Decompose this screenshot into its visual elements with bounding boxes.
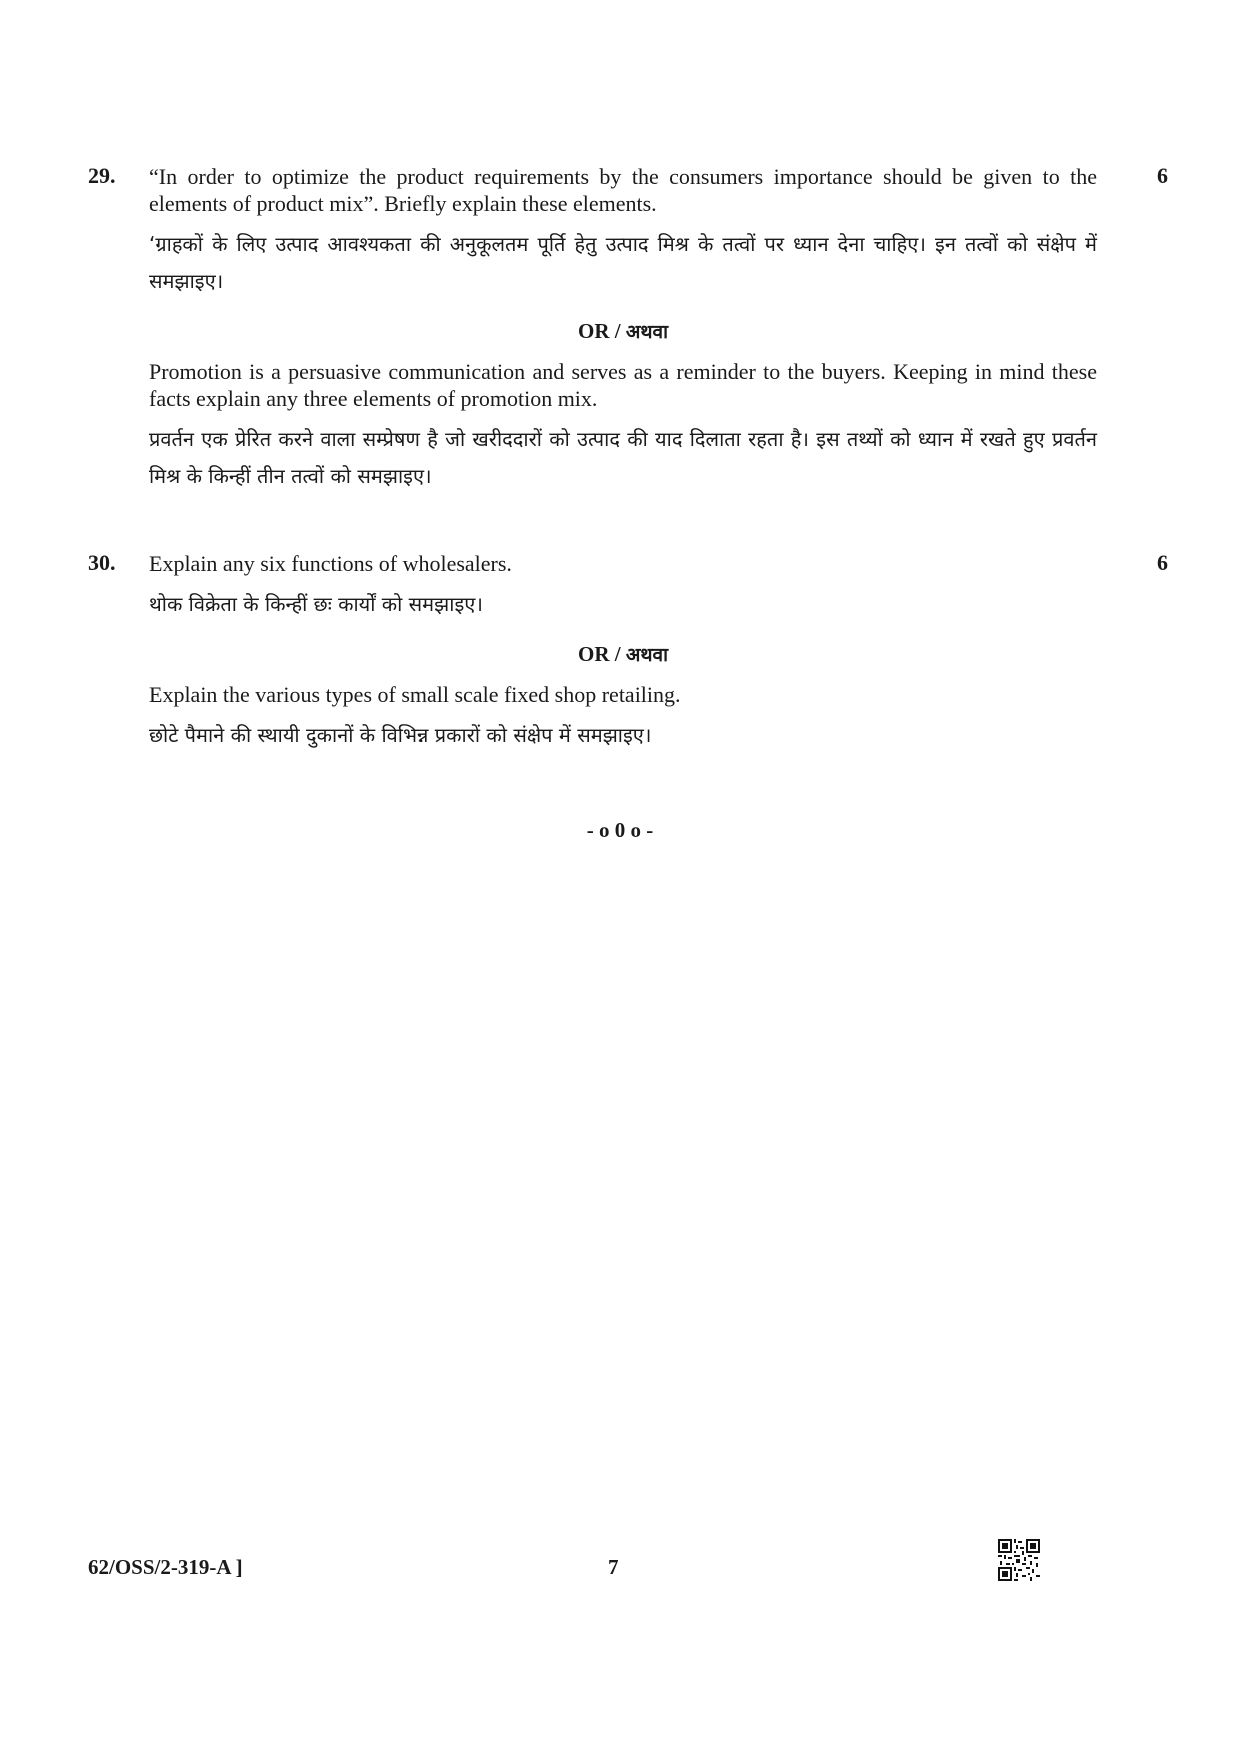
qr-code-icon xyxy=(998,1539,1040,1581)
question-29 xyxy=(88,163,1168,495)
or-separator xyxy=(149,641,1097,667)
question-marks: 6 xyxy=(1157,550,1168,575)
or-label-english: OR / xyxy=(578,642,626,666)
question-30 xyxy=(88,550,1168,754)
question-text-english: “In order to optimize the product requirements by the consumers importance should be given to the elements of product mix”. Briefly explain these elements. xyxy=(149,164,1097,216)
question-text-hindi: थोक विक्रेता के किन्हीं छः कार्यों को समझाइए। xyxy=(149,592,483,616)
question-number: 29. xyxy=(88,163,116,188)
question-body xyxy=(149,163,1097,495)
end-of-paper-mark: - o 0 o - xyxy=(586,818,654,842)
or-label-english: OR / xyxy=(578,319,626,343)
alternative-text-hindi: छोटे पैमाने की स्थायी दुकानों के विभिन्न प्रकारों को संक्षेप में समझाइए। xyxy=(149,723,652,747)
page-number: 7 xyxy=(608,1555,619,1579)
question-number: 30. xyxy=(88,550,116,575)
alternative-text-english: Promotion is a persuasive communication and serves as a reminder to the buyers. Keeping in mind these facts explain any three elements of promotion mix. xyxy=(149,359,1097,411)
or-separator xyxy=(149,318,1097,344)
paper-code: 62/OSS/2-319-A ] xyxy=(88,1555,243,1579)
question-text-english: Explain any six functions of wholesalers. xyxy=(149,551,512,576)
question-marks: 6 xyxy=(1157,163,1168,188)
question-text-hindi: ‘ग्राहकों के लिए उत्पाद आवश्यकता की अनुकूलतम पूर्ति हेतु उत्पाद मिश्र के तत्वों पर ध्यान देना चाहिए। इन तत्वों को संक्षेप में समझाइए। xyxy=(149,232,1097,293)
or-label-hindi: अथवा xyxy=(625,321,668,343)
question-body xyxy=(149,550,1097,754)
alternative-text-english: Explain the various types of small scale fixed shop retailing. xyxy=(149,682,681,707)
or-label-hindi: अथवा xyxy=(625,644,668,666)
alternative-text-hindi: प्रवर्तन एक प्रेरित करने वाला सम्प्रेषण है जो खरीददारों को उत्पाद की याद दिलाता रहता है। इस तथ्यों को ध्यान में रखते हुए प्रवर्तन मिश्र के किन्हीं तीन तत्वों को समझाइए। xyxy=(149,427,1097,488)
